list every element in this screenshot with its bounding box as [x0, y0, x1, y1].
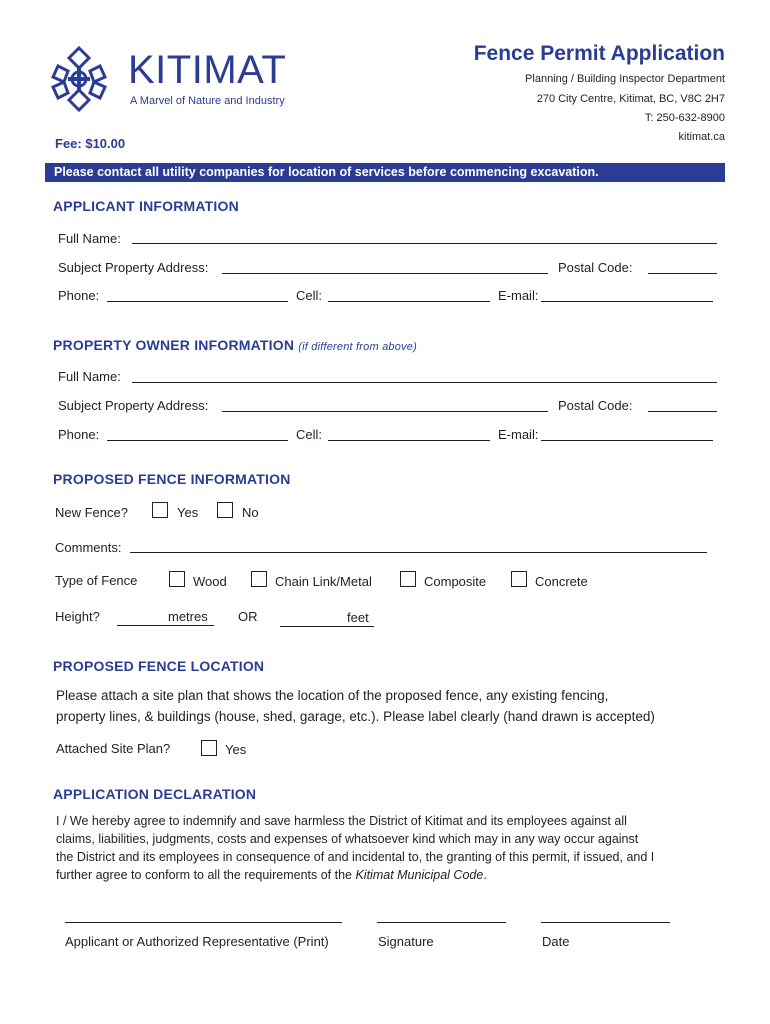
- height-label: Height?: [55, 609, 100, 624]
- utility-notice-text: Please contact all utility companies for location of services before commencing excavation.: [54, 165, 599, 179]
- composite-checkbox[interactable]: [400, 571, 416, 587]
- website: kitimat.ca: [678, 131, 725, 143]
- height-feet-field[interactable]: [280, 626, 374, 627]
- owner-postal-field[interactable]: [648, 411, 717, 412]
- date-label: Date: [542, 934, 570, 949]
- owner-address-label: Subject Property Address:: [58, 398, 209, 413]
- applicant-postal-label: Postal Code:: [558, 260, 633, 275]
- declaration-line-1: I / We hereby agree to indemnify and save harmless the District of Kitimat and its employees against all: [56, 814, 627, 828]
- applicant-address-field[interactable]: [222, 273, 548, 274]
- wood-label: Wood: [193, 574, 227, 589]
- applicant-full-name-label: Full Name:: [58, 231, 121, 246]
- applicant-address-label: Subject Property Address:: [58, 260, 209, 275]
- height-metres-field[interactable]: [117, 625, 214, 626]
- applicant-cell-field[interactable]: [328, 301, 490, 302]
- attached-site-plan-label: Attached Site Plan?: [56, 741, 171, 756]
- declaration-line-2: claims, liabilities, judgments, costs and expenses of whatsoever kind which may in any way occur against: [56, 832, 639, 846]
- utility-notice-banner: [45, 163, 725, 182]
- concrete-checkbox[interactable]: [511, 571, 527, 587]
- declaration-line-4-end: .: [483, 868, 487, 882]
- owner-section-subtitle: (if different from above): [298, 341, 417, 353]
- owner-full-name-field[interactable]: [132, 382, 717, 383]
- concrete-label: Concrete: [535, 574, 588, 589]
- applicant-full-name-field[interactable]: [132, 243, 717, 244]
- composite-label: Composite: [424, 574, 487, 589]
- brand-name: KITIMAT: [128, 48, 287, 92]
- new-fence-yes-checkbox[interactable]: [152, 502, 168, 518]
- applicant-phone-field[interactable]: [107, 301, 288, 302]
- applicant-email-label: E-mail:: [498, 288, 539, 303]
- print-name-label: Applicant or Authorized Representative (Print): [65, 934, 329, 949]
- owner-section-title-text: PROPERTY OWNER INFORMATION: [53, 337, 295, 353]
- owner-phone-label: Phone:: [58, 427, 100, 442]
- new-fence-no-label: No: [242, 505, 259, 520]
- attached-site-plan-yes-label: Yes: [225, 742, 247, 757]
- location-section-title: PROPOSED FENCE LOCATION: [53, 658, 265, 674]
- site-plan-instructions-line-2: property lines, & buildings (house, shed, garage, etc.). Please label clearly (hand drawn is accepted): [56, 709, 655, 724]
- applicant-cell-label: Cell:: [296, 288, 323, 303]
- owner-email-field[interactable]: [541, 440, 713, 441]
- owner-section-title: [53, 337, 417, 353]
- or-text: OR: [238, 609, 258, 624]
- new-fence-label: New Fence?: [55, 505, 128, 520]
- owner-cell-field[interactable]: [328, 440, 490, 441]
- applicant-section-title: APPLICANT INFORMATION: [53, 198, 239, 214]
- brand-tagline: A Marvel of Nature and Industry: [130, 95, 285, 107]
- owner-full-name-label: Full Name:: [58, 369, 121, 384]
- site-plan-instructions-line-1: Please attach a site plan that shows the location of the proposed fence, any existing fencing,: [56, 688, 609, 703]
- feet-unit: feet: [347, 610, 369, 625]
- owner-phone-field[interactable]: [107, 440, 288, 441]
- applicant-phone-label: Phone:: [58, 288, 100, 303]
- owner-cell-label: Cell:: [296, 427, 323, 442]
- print-name-field[interactable]: [65, 922, 342, 923]
- metres-unit: metres: [168, 609, 208, 624]
- kitimat-snowflake-logo: [44, 44, 114, 114]
- declaration-section-title: APPLICATION DECLARATION: [53, 786, 257, 802]
- office-address: 270 City Centre, Kitimat, BC, V8C 2H7: [536, 93, 725, 105]
- applicant-postal-field[interactable]: [648, 273, 717, 274]
- declaration-line-3: the District and its employees in consequence of and incidental to, the granting of this permit, if issued, and I: [56, 850, 655, 864]
- declaration-line-4: [56, 866, 487, 884]
- form-title: Fence Permit Application: [473, 42, 725, 65]
- department: Planning / Building Inspector Department: [525, 73, 725, 85]
- comments-label: Comments:: [55, 540, 122, 555]
- new-fence-yes-label: Yes: [177, 505, 199, 520]
- municipal-code-reference: Kitimat Municipal Code: [355, 868, 484, 882]
- owner-email-label: E-mail:: [498, 427, 539, 442]
- attached-site-plan-yes-checkbox[interactable]: [201, 740, 217, 756]
- owner-postal-label: Postal Code:: [558, 398, 633, 413]
- comments-field[interactable]: [130, 552, 707, 553]
- signature-label: Signature: [378, 934, 434, 949]
- fence-section-title: PROPOSED FENCE INFORMATION: [53, 471, 291, 487]
- declaration-line-4-text: further agree to conform to all the requirements of the: [56, 868, 356, 882]
- owner-address-field[interactable]: [222, 411, 548, 412]
- office-phone: T: 250-632-8900: [644, 112, 725, 124]
- chain-link-metal-checkbox[interactable]: [251, 571, 267, 587]
- applicant-email-field[interactable]: [541, 301, 713, 302]
- fee: Fee: $10.00: [55, 136, 126, 151]
- date-field[interactable]: [541, 922, 670, 923]
- signature-field[interactable]: [377, 922, 506, 923]
- wood-checkbox[interactable]: [169, 571, 185, 587]
- fence-type-label: Type of Fence: [55, 573, 138, 588]
- new-fence-no-checkbox[interactable]: [217, 502, 233, 518]
- chain-link-metal-label: Chain Link/Metal: [275, 574, 372, 589]
